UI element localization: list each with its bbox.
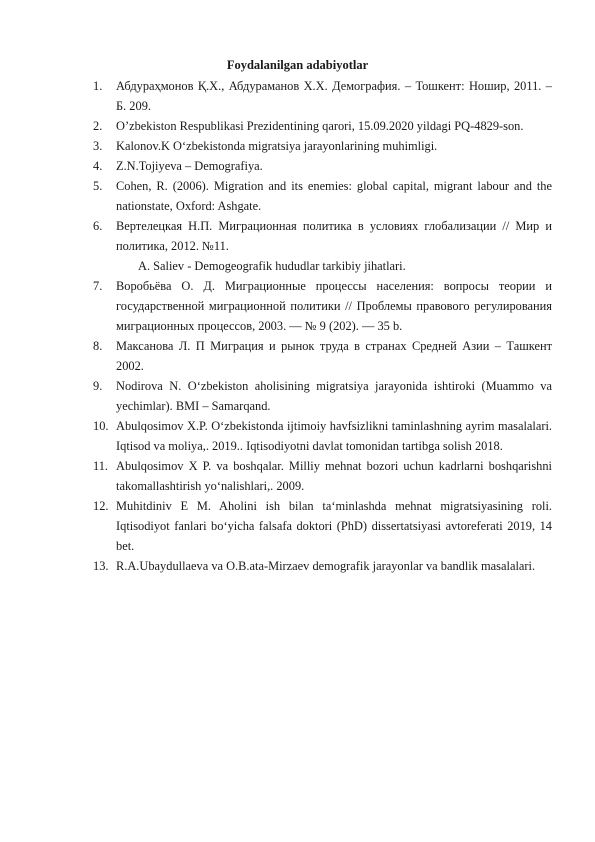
reference-item <box>93 76 552 116</box>
reference-item <box>93 116 552 136</box>
reference-number: 11. <box>93 459 109 473</box>
reference-number: 1. <box>93 79 103 93</box>
reference-text: O’zbekiston Respublikasi Prezidentining qarori, 15.09.2020 yildagi PQ-4829-son. <box>116 119 524 133</box>
reference-number: 2. <box>93 119 103 133</box>
reference-number: 6. <box>93 219 103 233</box>
reference-text: Kalonov.K O‘zbekistonda migratsiya jarayonlarining muhimligi. <box>116 139 438 153</box>
reference-number: 10. <box>93 419 109 433</box>
reference-list <box>93 76 552 576</box>
reference-text: Абдураҳмонов Қ.Х., Абдураманов Х.Х. Демография. – Тошкент: Ношир, 2011. – Б. 209. <box>116 79 552 113</box>
reference-item <box>93 156 552 176</box>
reference-text: Вертелецкая Н.П. Миграционная политика в условиях глобализации // Мир и политика, 2012. №11. <box>116 219 552 253</box>
reference-text: R.A.Ubaydullaeva va O.B.ata-Mirzaev demografik jarayonlar va bandlik masalalari. <box>116 559 536 573</box>
reference-item <box>93 216 552 256</box>
reference-number: 12. <box>93 499 109 513</box>
reference-item <box>93 336 552 376</box>
reference-number: 9. <box>93 379 103 393</box>
reference-text: Максанова Л. П Миграция и рынок труда в странах Средней Азии – Ташкент 2002. <box>116 339 552 373</box>
reference-item <box>93 456 552 496</box>
reference-item <box>93 416 552 456</box>
reference-item <box>93 376 552 416</box>
reference-text: Muhitdiniv E M. Aholini ish bilan ta‘minlashda mehnat migratsiyasining roli. Iqtisodiyot fanlari bo‘yicha falsafa doktori (PhD) dissertatsiyasi avtoreferati 2019, 14 bet. <box>116 499 552 553</box>
reference-text: Z.N.Tojiyeva – Demografiya. <box>116 159 263 173</box>
reference-number: 4. <box>93 159 103 173</box>
page-title: Foydalanilgan adabiyotlar <box>226 58 369 72</box>
reference-text: A. Saliev - Demogeografik hududlar tarkibiy jihatlari. <box>138 259 406 273</box>
reference-number: 7. <box>93 279 103 293</box>
reference-text: Cohen, R. (2006). Migration and its enemies: global capital, migrant labour and the nationstate, Oxford: Ashgate. <box>116 179 552 213</box>
reference-number: 5. <box>93 179 103 193</box>
reference-number: 13. <box>93 559 109 573</box>
reference-text: Abulqosimov X P. va boshqalar. Milliy mehnat bozori uchun kadrlarni boshqarishni takomallashtirish yo‘nalishlari,. 2009. <box>116 459 552 493</box>
reference-text: Abulqosimov X.P. O‘zbekistonda ijtimoiy havfsizlikni taminlashning ayrim masalalari. Iqtisod va moliya,. 2019.. Iqtisodiyotni davlat tomonidan tartibga solish 2018. <box>116 419 552 453</box>
reference-item <box>93 496 552 556</box>
reference-number: 8. <box>93 339 103 353</box>
reference-text: Nodirova N. O‘zbekiston aholisining migratsiya jarayonida ishtiroki (Muammo va yechimlar). BMI – Samarqand. <box>116 379 552 413</box>
reference-item <box>93 276 552 336</box>
reference-number: 3. <box>93 139 103 153</box>
reference-item <box>93 136 552 156</box>
reference-item <box>93 556 552 576</box>
reference-item-unnumbered <box>93 256 552 276</box>
reference-text: Воробьёва О. Д. Миграционные процессы населения: вопросы теории и государственной миграционной политики // Проблемы правового регулирования миграционных процессов, 2003. — № 9 (202). — 35 b. <box>116 279 552 333</box>
reference-item <box>93 176 552 216</box>
